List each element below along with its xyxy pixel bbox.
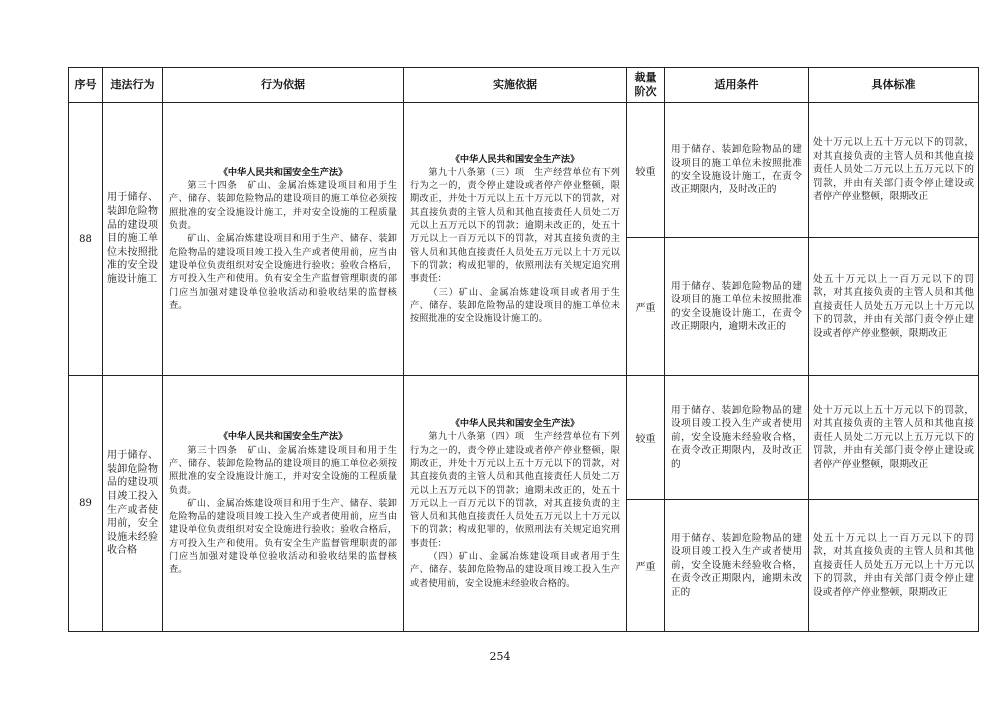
page-number: 254 xyxy=(489,650,511,663)
basis-paragraph: 第三十四条 矿山、金属冶炼建设项目和用于生产、储存、装卸危险物品的建设项目的施工单位必须按照批准的安全设施设计施工，并对安全设施的工程质量负责。 xyxy=(169,180,397,232)
impl-paragraph: （四）矿山、金属冶炼建设项目或者用于生产、储存、装卸危险物品的建设项目竣工投入生产或者使用前，安全设施未经验收合格的。 xyxy=(410,551,620,589)
header-basis: 行为依据 xyxy=(163,68,404,103)
basis-law-title: 《中华人民共和国安全生产法》 xyxy=(218,166,348,178)
row-index: 88 xyxy=(69,103,103,376)
basis-cell xyxy=(163,376,404,632)
header-row xyxy=(69,68,979,103)
violation-cell: 用于储存、装卸危险物品的建设项目竣工投入生产或者使用前，安全设施未经验收合格 xyxy=(103,376,163,632)
basis-paragraph: 第三十四条 矿山、金属冶炼建设项目和用于生产、储存、装卸危险物品的建设项目的施工单位必须按照批准的安全设施设计施工，并对安全设施的工程质量负责。 xyxy=(169,444,397,496)
header-cond: 适用条件 xyxy=(665,68,809,103)
row-index: 89 xyxy=(69,376,103,632)
condition-cell: 用于储存、装卸危险物品的建设项目的施工单位未按照批准的安全设施设计施工，在责令改正期限内，逾期未改正的 xyxy=(665,238,809,376)
table-row xyxy=(69,376,979,500)
basis-paragraph: 矿山、金属冶炼建设项目和用于生产、储存、装卸危险物品的建设项目竣工投入生产或者使用前，应当由建设单位负责组织对安全设施进行验收；验收合格后，方可投入生产和使用。负有安全生产监督管理职责的部门应当加强对建设单位验收活动和验收结果的监督核查。 xyxy=(169,497,397,576)
impl-cell xyxy=(404,376,627,632)
condition-cell: 用于储存、装卸危险物品的建设项目的施工单位未按照批准的安全设施设计施工，在责令改正期限内，及时改正的 xyxy=(665,103,809,238)
basis-paragraph: 矿山、金属冶炼建设项目和用于生产、储存、装卸危险物品的建设项目竣工投入生产或者使用前，应当由建设单位负责组织对安全设施进行验收；验收合格后，方可投入生产和使用。负有安全生产监督管理职责的部门应当加强对建设单位验收活动和验收结果的监督核查。 xyxy=(169,233,397,311)
violation-cell: 用于储存、装卸危险物品的建设项目的施工单位未按照批准的安全设施设计施工 xyxy=(103,103,163,376)
standard-cell: 处十万元以上五十万元以下的罚款，对其直接负责的主管人员和其他直接责任人员处二万元以上五万元以下的罚款，并由有关部门责令停止建设或者停产停业整顿，限期改正 xyxy=(809,376,979,500)
level-cell: 严重 xyxy=(627,238,665,376)
condition-cell: 用于储存、装卸危险物品的建设项目竣工投入生产或者使用前，安全设施未经验收合格，在责令改正期限内，及时改正的 xyxy=(665,376,809,500)
table-row xyxy=(69,103,979,238)
impl-paragraph: 第九十八条第（四）项 生产经营单位有下列行为之一的，责令停止建设或者停产停业整顿，限期改正，并处十万元以上五十万元以下的罚款，对其直接负责的主管人员和其他直接责任人员处二万元以上五万元以下的罚款；逾期未改正的，处五十万元以上一百万元以下的罚款，对其直接负责的主管人员和其他直接责任人员处五万元以上十万元以下的罚款；构成犯罪的，依照刑法有关规定追究刑事责任： xyxy=(410,431,620,549)
header-std: 具体标准 xyxy=(809,68,979,103)
impl-paragraph: 第九十八条第（三）项 生产经营单位有下列行为之一的，责令停止建设或者停产停业整顿，限期改正，并处十万元以上五十万元以下的罚款，对其直接负责的主管人员和其他直接责任人员处二万元以上五万元以下的罚款；逾期未改正的，处五十万元以上一百万元以下的罚款，对其直接负责的主管人员和其他直接责任人员处五万元以上十万元以下的罚款；构成犯罪的，依照刑法有关规定追究刑事责任： xyxy=(410,166,620,285)
header-level-label: 裁量阶次 xyxy=(634,71,657,98)
header-level xyxy=(627,68,665,103)
standard-cell: 处五十万元以上一百万元以下的罚款，对其直接负责的主管人员和其他直接责任人员处五万元以上十万元以下的罚款，并由有关部门责令停止建设或者停产停业整顿，限期改正 xyxy=(809,238,979,376)
impl-cell xyxy=(404,103,627,376)
impl-law-title: 《中华人民共和国安全生产法》 xyxy=(450,418,580,430)
level-cell: 严重 xyxy=(627,500,665,632)
impl-paragraph: （三）矿山、金属冶炼建设项目或者用于生产、储存、装卸危险物品的建设项目的施工单位未按照批准的安全设施设计施工的。 xyxy=(410,286,620,325)
basis-law-title: 《中华人民共和国安全生产法》 xyxy=(218,431,348,443)
standard-cell: 处十万元以上五十万元以下的罚款，对其直接负责的主管人员和其他直接责任人员处二万元以上五万元以下的罚款，并由有关部门责令停止建设或者停产停业整顿，限期改正 xyxy=(809,103,979,238)
standard-cell: 处五十万元以上一百万元以下的罚款，对其直接负责的主管人员和其他直接责任人员处五万元以上十万元以下的罚款，并由有关部门责令停止建设或者停产停业整顿，限期改正 xyxy=(809,500,979,632)
condition-cell: 用于储存、装卸危险物品的建设项目竣工投入生产或者使用前，安全设施未经验收合格，在责令改正期限内，逾期未改正的 xyxy=(665,500,809,632)
header-impl: 实施依据 xyxy=(404,68,627,103)
header-idx: 序号 xyxy=(69,68,103,103)
level-cell: 较重 xyxy=(627,376,665,500)
penalty-table xyxy=(68,67,979,632)
basis-cell xyxy=(163,103,404,376)
level-cell: 较重 xyxy=(627,103,665,238)
impl-law-title: 《中华人民共和国安全生产法》 xyxy=(450,153,580,165)
header-act: 违法行为 xyxy=(103,68,163,103)
